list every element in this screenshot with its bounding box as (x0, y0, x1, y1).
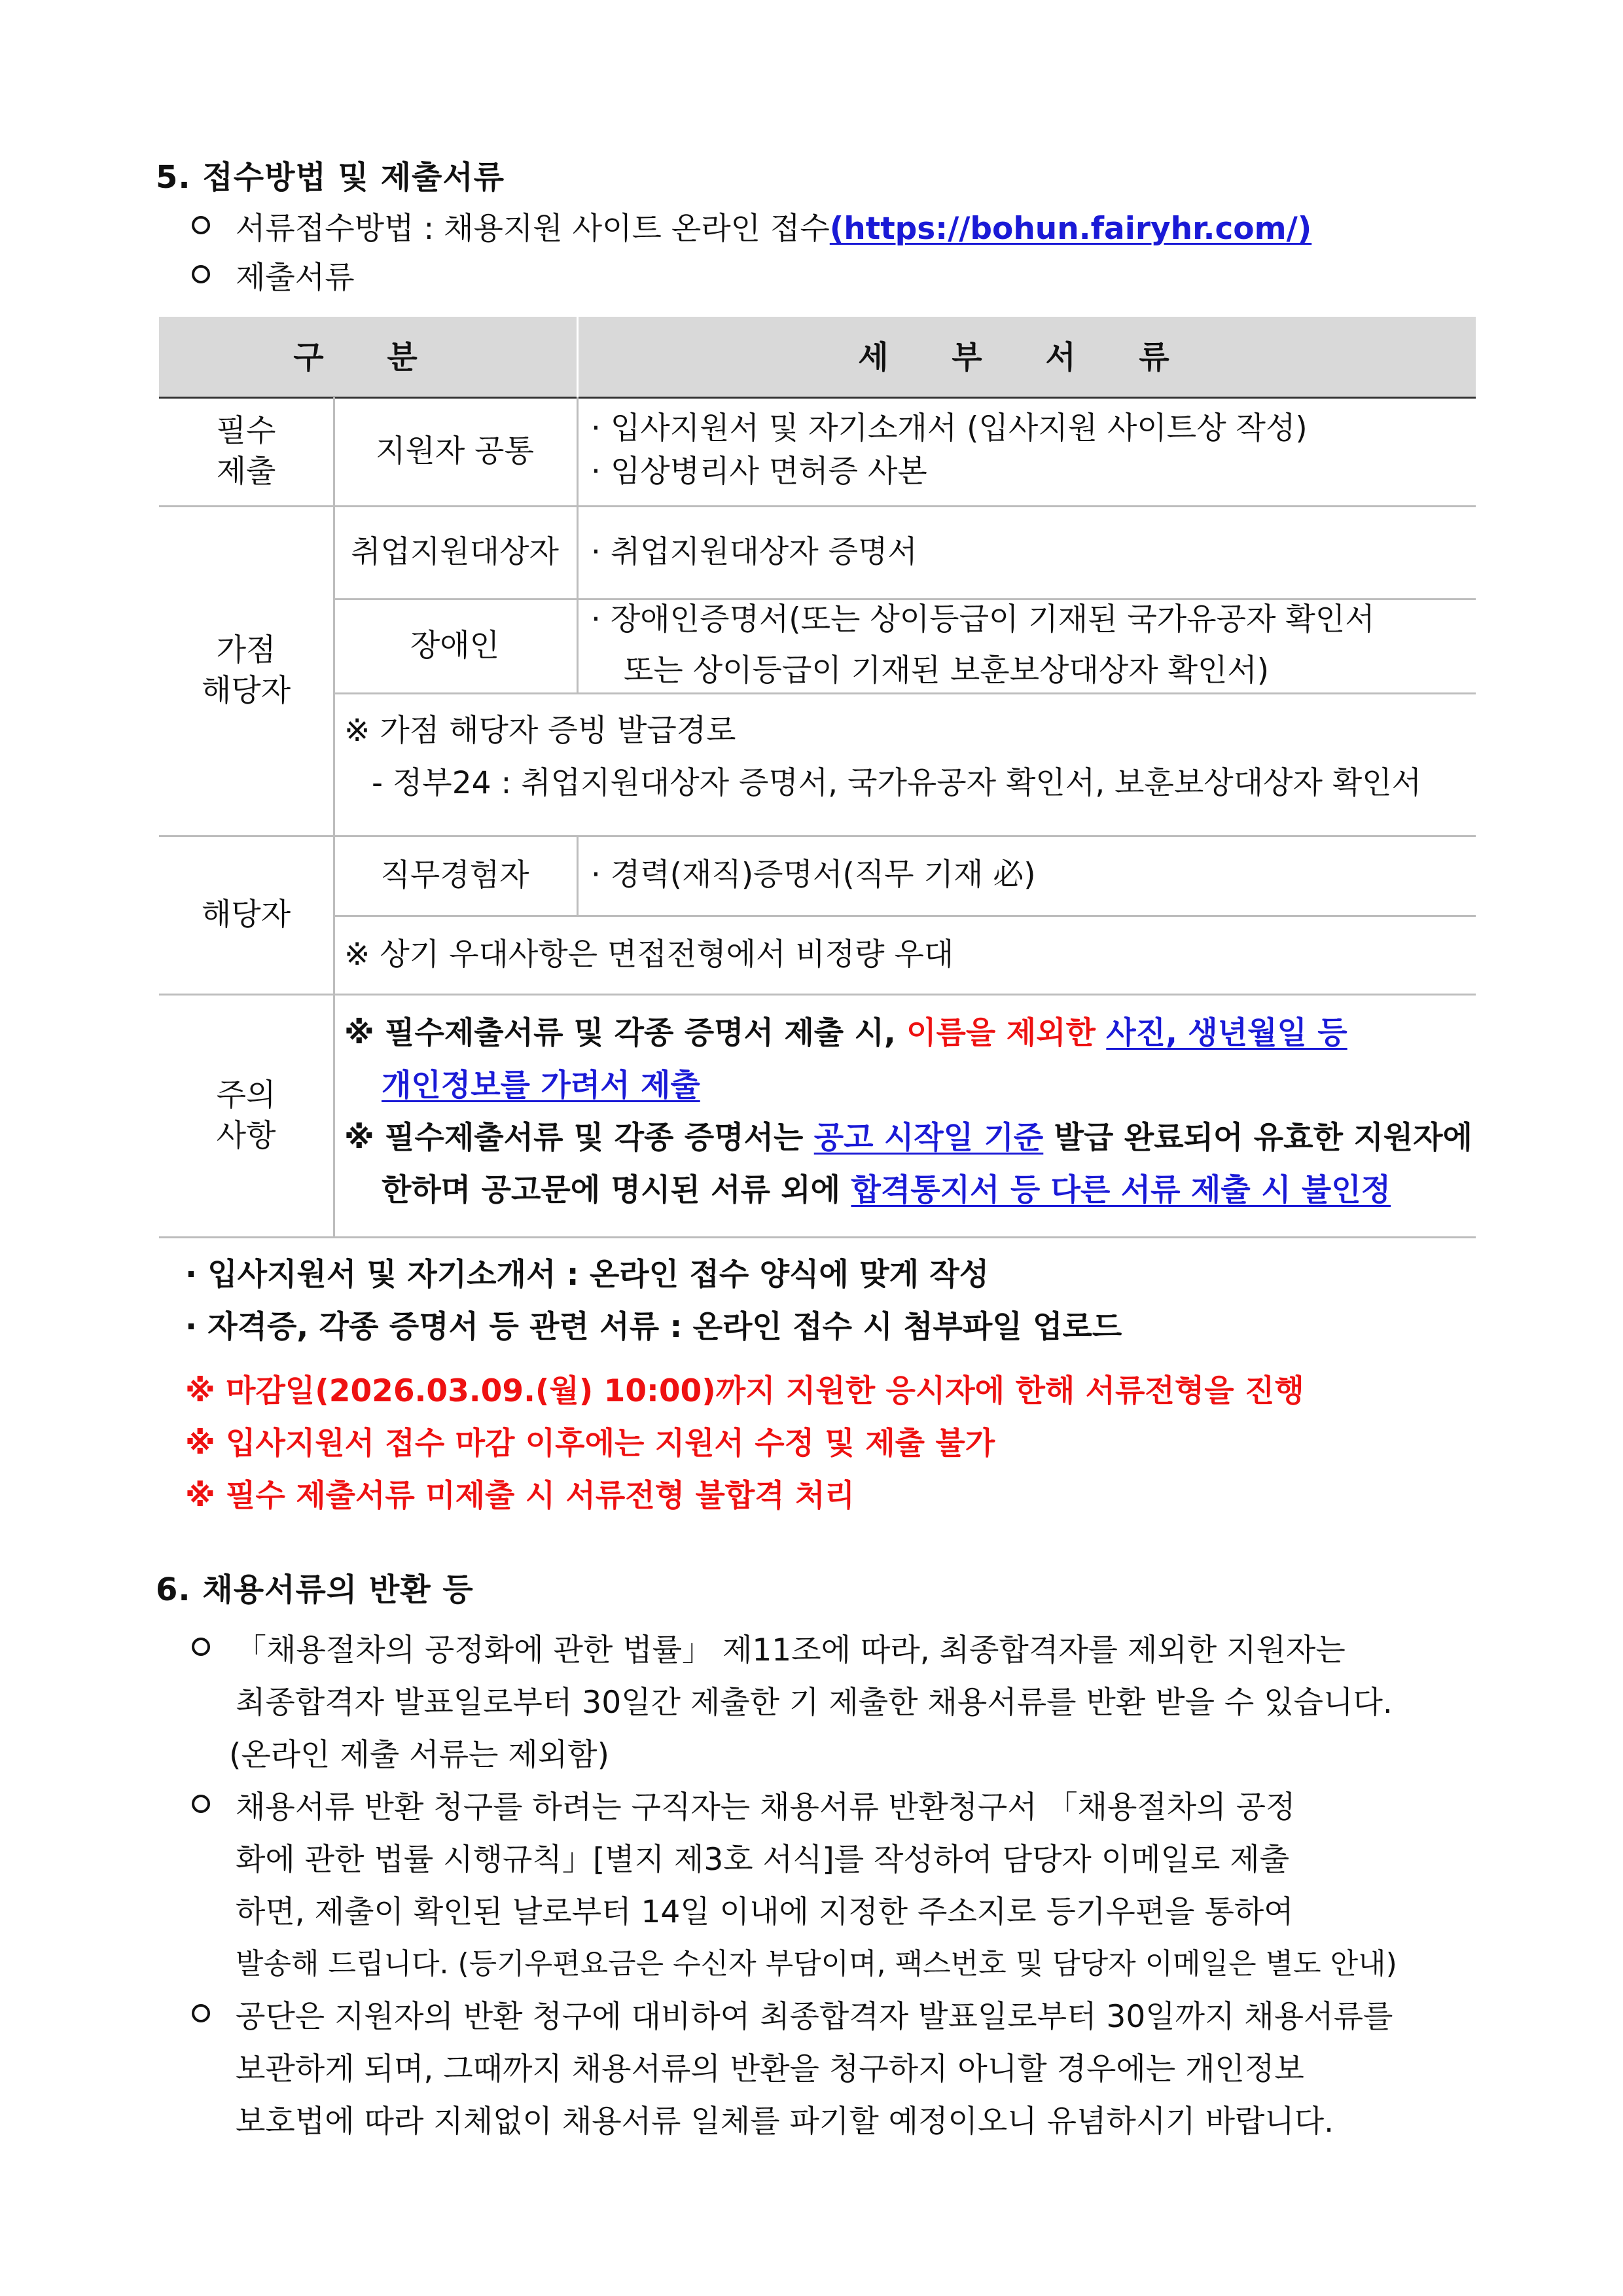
method-line (236, 204, 1311, 248)
return-para2-line3: 하면, 제출이 확인된 날로부터 14일 이내에 지정한 주소지로 등기우편을 통하여 (236, 1894, 1294, 1930)
warning-3: ※ 필수 제출서류 미제출 시 서류전형 불합격 처리 (185, 1478, 855, 1514)
caution-line-3: ※ 필수제출서류 및 각종 증명서는 공고 시작일 기준 발급 완료되어 유효한 지원자에 (344, 1120, 1472, 1156)
circle-bullet-icon (192, 1638, 210, 1656)
circle-bullet-icon (192, 1795, 210, 1813)
caution-group-label: 주의 사항 (216, 1077, 276, 1154)
note-bullet-1: · 입사지원서 및 자기소개서 : 온라인 접수 양식에 맞게 작성 (185, 1257, 990, 1293)
header-details: 세 부 서 류 (858, 338, 1196, 376)
applicable-note: ※ 상기 우대사항은 면접전형에서 비정량 우대 (344, 937, 954, 973)
documents-table (159, 317, 1476, 1238)
employment-sub-label: 취업지원대상자 (351, 534, 559, 570)
caution-line-2: 개인정보를 가려서 제출 (382, 1067, 700, 1103)
section5-title: 5. 접수방법 및 제출서류 (156, 159, 505, 196)
applicable-group-label: 해당자 (201, 897, 291, 933)
warning-2: ※ 입사지원서 접수 마감 이후에는 지원서 수정 및 제출 불가 (185, 1426, 995, 1462)
bonus-group-label: 가점 해당자 (201, 632, 291, 709)
required-item-2: · 임상병리사 면허증 사본 (591, 454, 927, 490)
caution-line-4: 한하며 공고문에 명시된 서류 외에 합격통지서 등 다른 서류 제출 시 불인정 (382, 1172, 1391, 1208)
required-sub-label: 지원자 공통 (376, 433, 534, 469)
disabled-sub-label: 장애인 (410, 628, 500, 664)
disabled-item-2: 또는 상이등급이 기재된 보훈보상대상자 확인서) (624, 653, 1270, 689)
experience-item: · 경력(재직)증명서(직무 기재 必) (591, 857, 1036, 893)
circle-bullet-icon (192, 2004, 210, 2022)
return-para1-line2: 최종합격자 발표일로부터 30일간 제출한 기 제출한 채용서류를 반환 받을 수 있습니다. (236, 1685, 1393, 1721)
return-para3-line1: 공단은 지원자의 반환 청구에 대비하여 최종합격자 발표일로부터 30일까지 채용서류를 (236, 1999, 1393, 2035)
bonus-note-detail: - 정부24 : 취업지원대상자 증명서, 국가유공자 확인서, 보훈보상대상자 확인서 (372, 765, 1422, 801)
method-text: 서류접수방법 : 채용지원 사이트 온라인 접수 (236, 211, 830, 247)
docs-label: 제출서류 (236, 260, 355, 296)
circle-bullet-icon (192, 265, 210, 283)
application-site-link[interactable]: (https://bohun.fairyhr.com/) (829, 211, 1312, 247)
return-para1-line1: 「채용절차의 공정화에 관한 법률」 제11조에 따라, 최종합격자를 제외한 지원자는 (236, 1632, 1346, 1668)
section6-title: 6. 채용서류의 반환 등 (156, 1571, 474, 1608)
caution-line-1: ※ 필수제출서류 및 각종 증명서 제출 시, 이름을 제외한 사진, 생년월일 등 (344, 1015, 1347, 1051)
disabled-item-1: · 장애인증명서(또는 상이등급이 기재된 국가유공자 확인서 (591, 601, 1375, 637)
bonus-note-title: ※ 가점 해당자 증빙 발급경로 (344, 713, 736, 749)
return-para2-line2: 화에 관한 법률 시행규칙」[별지 제3호 서식]를 작성하여 담당자 이메일로 제출 (236, 1842, 1290, 1878)
return-para2-line4: 발송해 드립니다. (등기우편요금은 수신자 부담이며, 팩스번호 및 담당자 이메일은 별도 안내) (236, 1947, 1397, 1981)
experience-sub-label: 직무경험자 (380, 857, 529, 893)
warning-1: ※ 마감일(2026.03.09.(월) 10:00)까지 지원한 응시자에 한해 서류전형을 진행 (185, 1373, 1304, 1409)
required-item-1: · 입사지원서 및 자기소개서 (입사지원 사이트상 작성) (591, 410, 1308, 446)
return-para2-line1: 채용서류 반환 청구를 하려는 구직자는 채용서류 반환청구서 「채용절차의 공정 (236, 1789, 1296, 1825)
circle-bullet-icon (192, 216, 210, 234)
return-para3-line3: 보호법에 따라 지체없이 채용서류 일체를 파기할 예정이오니 유념하시기 바랍니다. (236, 2104, 1334, 2140)
note-bullet-2: · 자격증, 각종 증명서 등 관련 서류 : 온라인 접수 시 첨부파일 업로드 (185, 1309, 1122, 1345)
employment-item: · 취업지원대상자 증명서 (591, 534, 918, 570)
header-category: 구 분 (293, 338, 444, 376)
return-para1-line3: (온라인 제출 서류는 제외함) (229, 1737, 609, 1773)
return-para3-line2: 보관하게 되며, 그때까지 채용서류의 반환을 청구하지 아니할 경우에는 개인정보 (236, 2051, 1304, 2087)
required-group-label: 필수 제출 (216, 413, 276, 490)
